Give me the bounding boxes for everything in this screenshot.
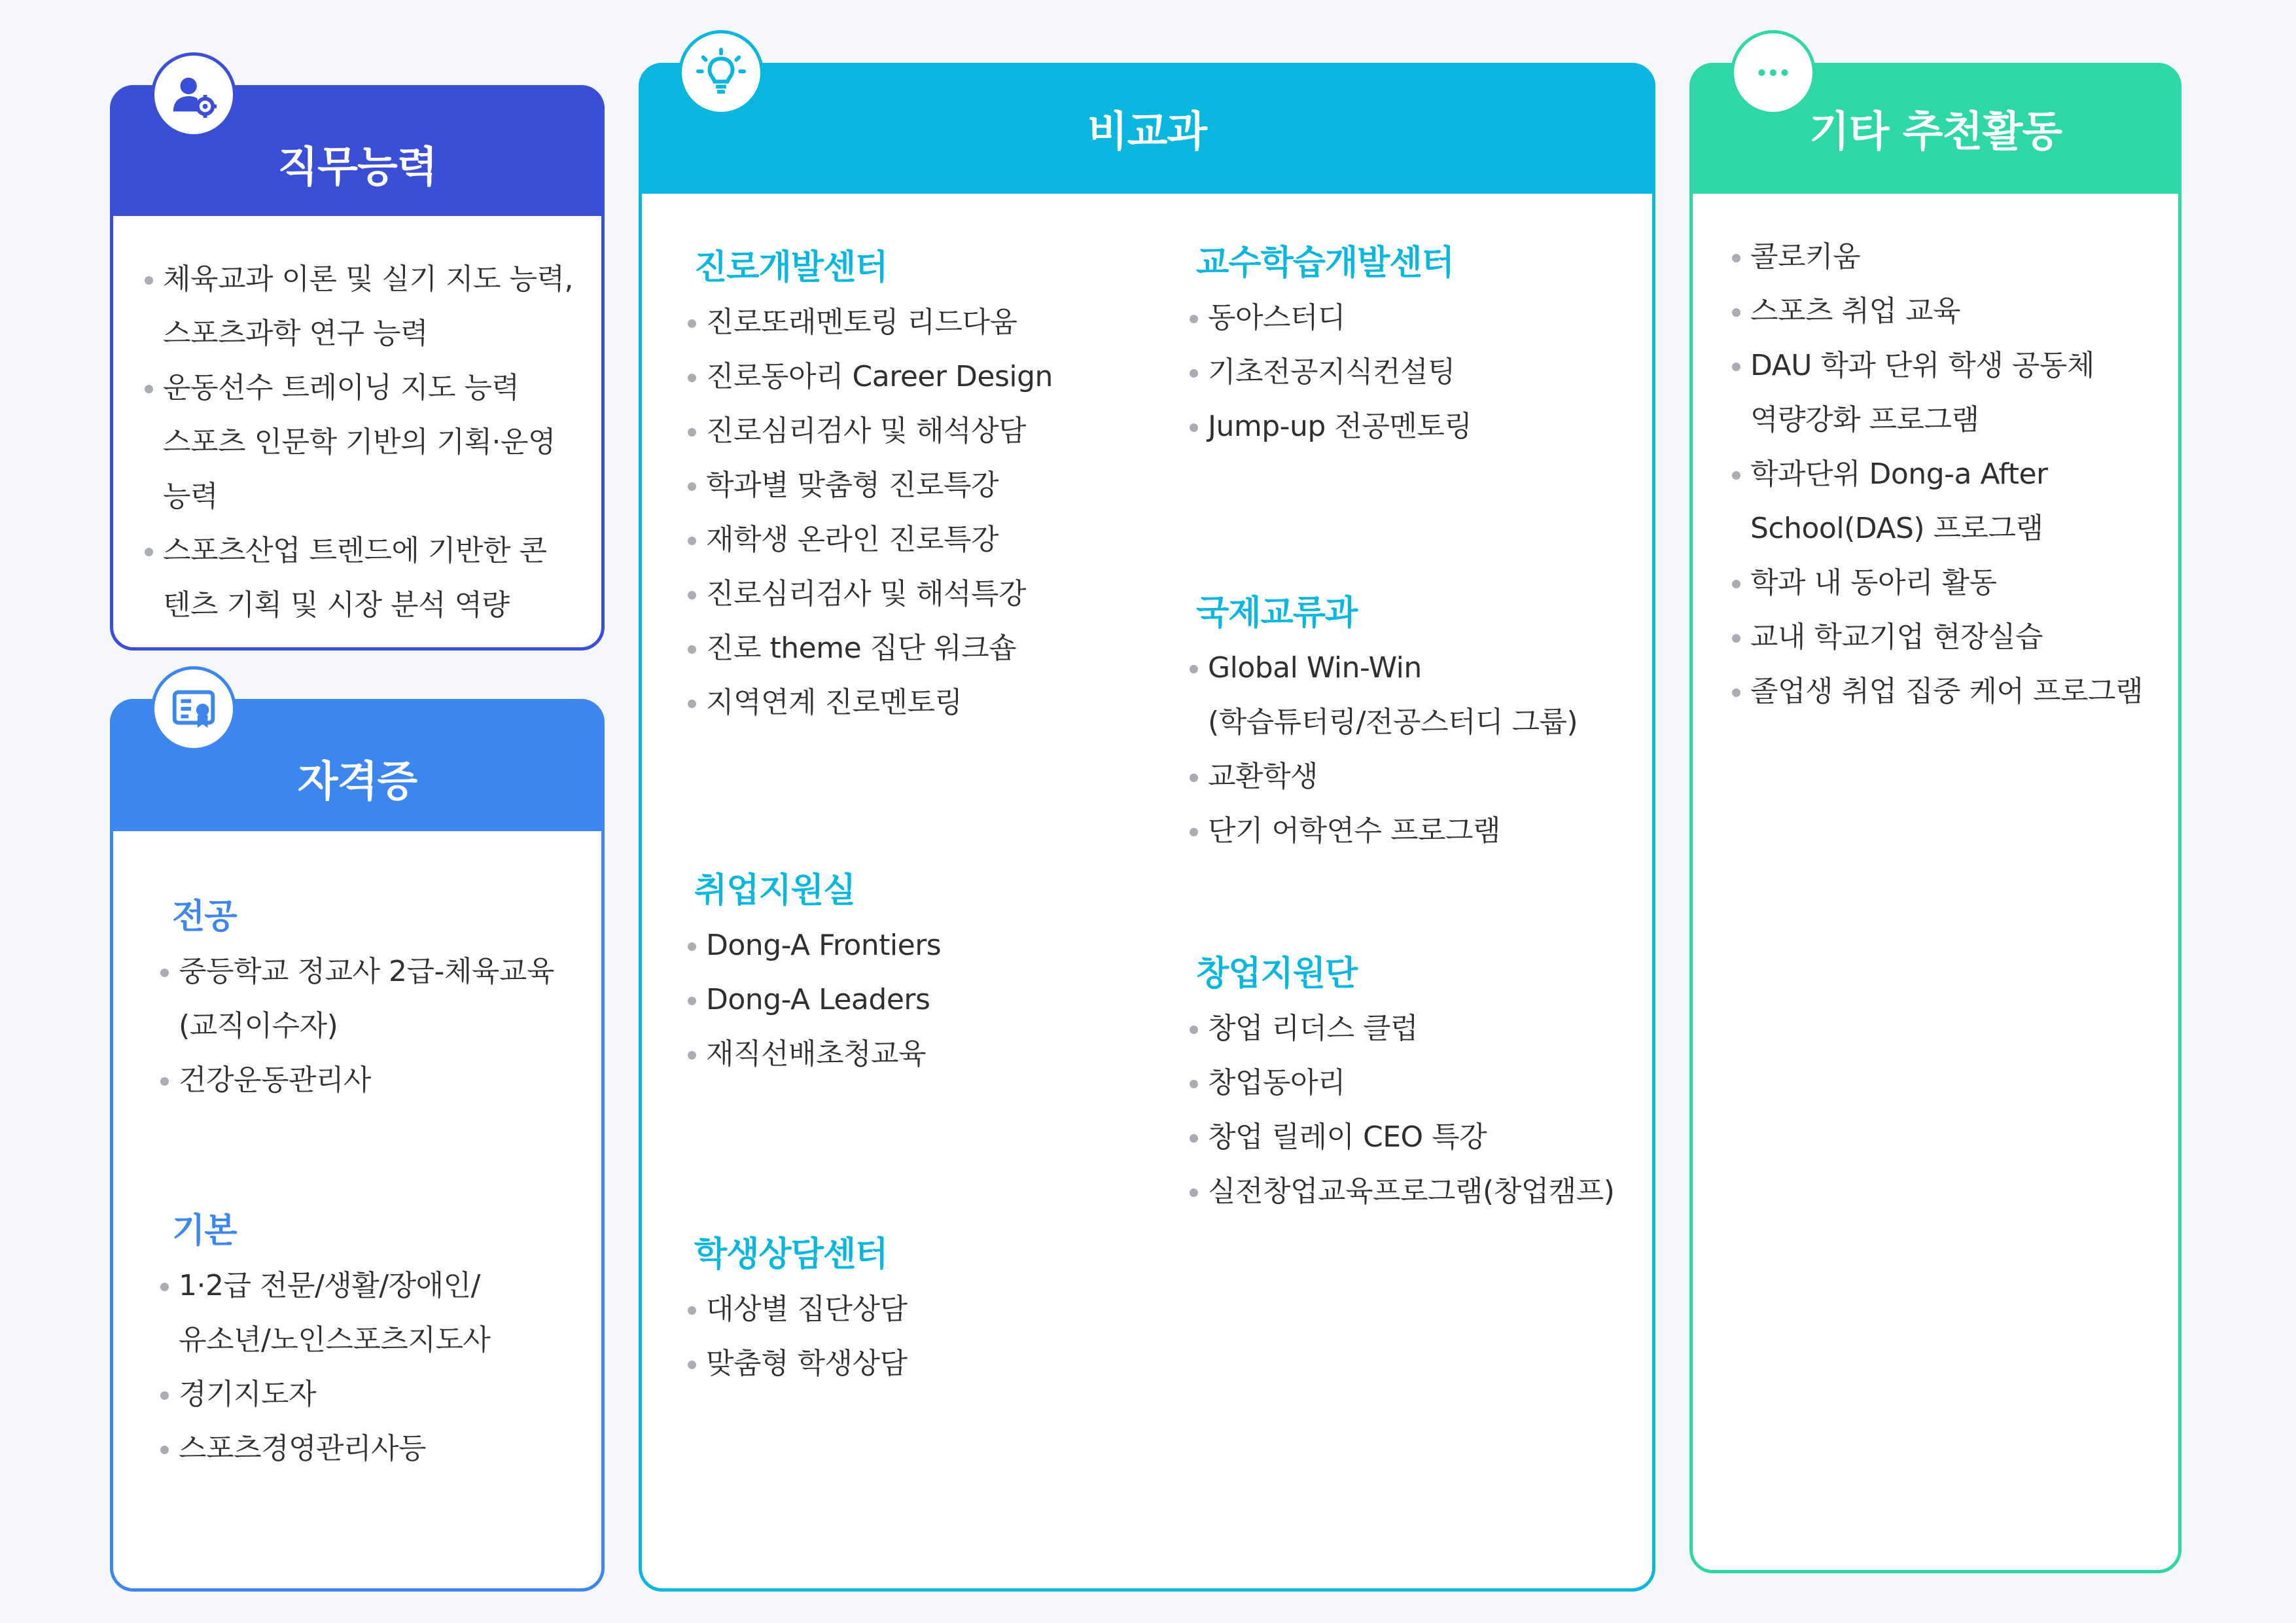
list-item: 기초전공지식컨설팅	[1190, 345, 1648, 399]
list-item: 동아스터디	[1190, 291, 1648, 345]
startup-title: 창업지원단	[1196, 954, 1358, 993]
list-item: 실전창업교육프로그램(창업캠프)	[1190, 1164, 1648, 1219]
license-card	[110, 699, 605, 1592]
list-item: 진로심리검사 및 해석상담	[688, 404, 1152, 458]
list-item: 스포츠과학 연구 능력	[163, 317, 429, 350]
international-list	[1190, 641, 1648, 858]
list-item: 경기지도자	[160, 1367, 588, 1421]
list-item: School(DAS) 프로그램	[1750, 512, 2043, 545]
list-item: 1·2급 전문/생활/장애인/	[160, 1258, 588, 1313]
employment-section	[694, 863, 1152, 1081]
list-item: 창업동아리	[1190, 1056, 1648, 1110]
other-activities-title: 기타 추천활동	[1809, 108, 2062, 156]
competency-title: 직무능력	[277, 143, 437, 192]
list-item: 중등학교 정교사 2급-체육교육	[160, 944, 588, 999]
list-item: Jump-up 전공멘토링	[1190, 399, 1648, 454]
startup-section	[1196, 946, 1648, 1219]
list-item: 텐츠 기획 및 시장 분석 역량	[163, 588, 510, 622]
other-activities-card	[1689, 63, 2181, 1573]
list-item: 능력	[163, 480, 219, 513]
list-item: 지역연계 진로멘토링	[688, 675, 1152, 730]
license-basic-section	[172, 1203, 588, 1476]
list-item: 스포츠 인문학 기반의 기획·운영	[163, 425, 556, 459]
international-title: 국제교류과	[1196, 594, 1358, 633]
certificate-icon	[151, 666, 236, 751]
license-basic-list	[160, 1258, 588, 1476]
license-major-list	[160, 944, 588, 1107]
lightbulb-icon	[679, 30, 764, 115]
list-item: 스포츠경영관리사등	[160, 1421, 588, 1476]
license-major-title: 전공	[172, 897, 237, 936]
employment-list	[688, 918, 1152, 1081]
list-item: 진로 theme 집단 워크숍	[688, 621, 1152, 675]
list-item: 콜로키움	[1732, 230, 2165, 284]
list-item: (교직이수자)	[179, 1009, 338, 1043]
list-item: 창업 리더스 클럽	[1190, 1001, 1648, 1056]
list-item: Dong-A Leaders	[688, 972, 1152, 1027]
license-title: 자격증	[297, 758, 417, 806]
list-item: 재학생 온라인 진로특강	[688, 512, 1152, 567]
list-item: 교환학생	[1190, 749, 1648, 804]
teaching-center-section	[1196, 235, 1648, 454]
list-item: 학과 내 동아리 활동	[1732, 556, 2165, 610]
counseling-title: 학생상담센터	[694, 1235, 888, 1274]
list-item: 건강운동관리사	[160, 1053, 588, 1107]
startup-list	[1190, 1001, 1648, 1219]
license-major-section	[172, 889, 588, 1107]
list-item: 운동선수 트레이닝 지도 능력	[145, 361, 588, 415]
teaching-center-title: 교수학습개발센터	[1196, 243, 1454, 283]
counseling-section	[694, 1226, 1152, 1391]
other-activities-list	[1732, 230, 2165, 719]
list-item: 졸업생 취업 집중 케어 프로그램	[1732, 664, 2165, 719]
extracurricular-card	[639, 63, 1655, 1592]
competency-card	[110, 85, 605, 651]
list-item: 진로동아리 Career Design	[688, 349, 1152, 404]
career-center-section	[694, 240, 1152, 730]
more-dots-icon	[1731, 30, 1816, 115]
list-item: 창업 릴레이 CEO 특강	[1190, 1110, 1648, 1164]
competency-list	[145, 252, 588, 632]
career-center-title: 진로개발센터	[694, 248, 888, 287]
counseling-list	[688, 1282, 1152, 1391]
list-item: 진로또래멘토링 리드다움	[688, 295, 1152, 349]
list-item: 체육교과 이론 및 실기 지도 능력,	[145, 252, 588, 306]
career-center-list	[688, 295, 1152, 730]
list-item: Dong-A Frontiers	[688, 918, 1152, 972]
list-item: 맞춤형 학생상담	[688, 1336, 1152, 1391]
employment-title: 취업지원실	[694, 871, 856, 910]
list-item: 학과단위 Dong-a After	[1732, 447, 2165, 501]
list-item: (학습튜터링/전공스터디 그룹)	[1208, 705, 1578, 739]
license-basic-title: 기본	[172, 1211, 237, 1251]
list-item: 스포츠산업 트렌드에 기반한 콘	[145, 524, 588, 578]
list-item: 교내 학교기업 현장실습	[1732, 610, 2165, 664]
list-item: 학과별 맞춤형 진로특강	[688, 458, 1152, 512]
international-section	[1196, 585, 1648, 858]
list-item: 역량강화 프로그램	[1750, 403, 1979, 437]
list-item: 스포츠 취업 교육	[1732, 284, 2165, 338]
list-item: 진로심리검사 및 해석특강	[688, 567, 1152, 621]
teaching-center-list	[1190, 291, 1648, 454]
extracurricular-title: 비교과	[1087, 108, 1207, 156]
user-gear-icon	[151, 52, 236, 137]
list-item: 대상별 집단상담	[688, 1282, 1152, 1336]
list-item: DAU 학과 단위 학생 공동체	[1732, 338, 2165, 393]
list-item: Global Win-Win	[1190, 641, 1648, 695]
list-item: 재직선배초청교육	[688, 1027, 1152, 1081]
extracurricular-header	[639, 63, 1655, 194]
list-item: 단기 어학연수 프로그램	[1190, 804, 1648, 858]
list-item: 유소년/노인스포츠지도사	[179, 1323, 491, 1357]
